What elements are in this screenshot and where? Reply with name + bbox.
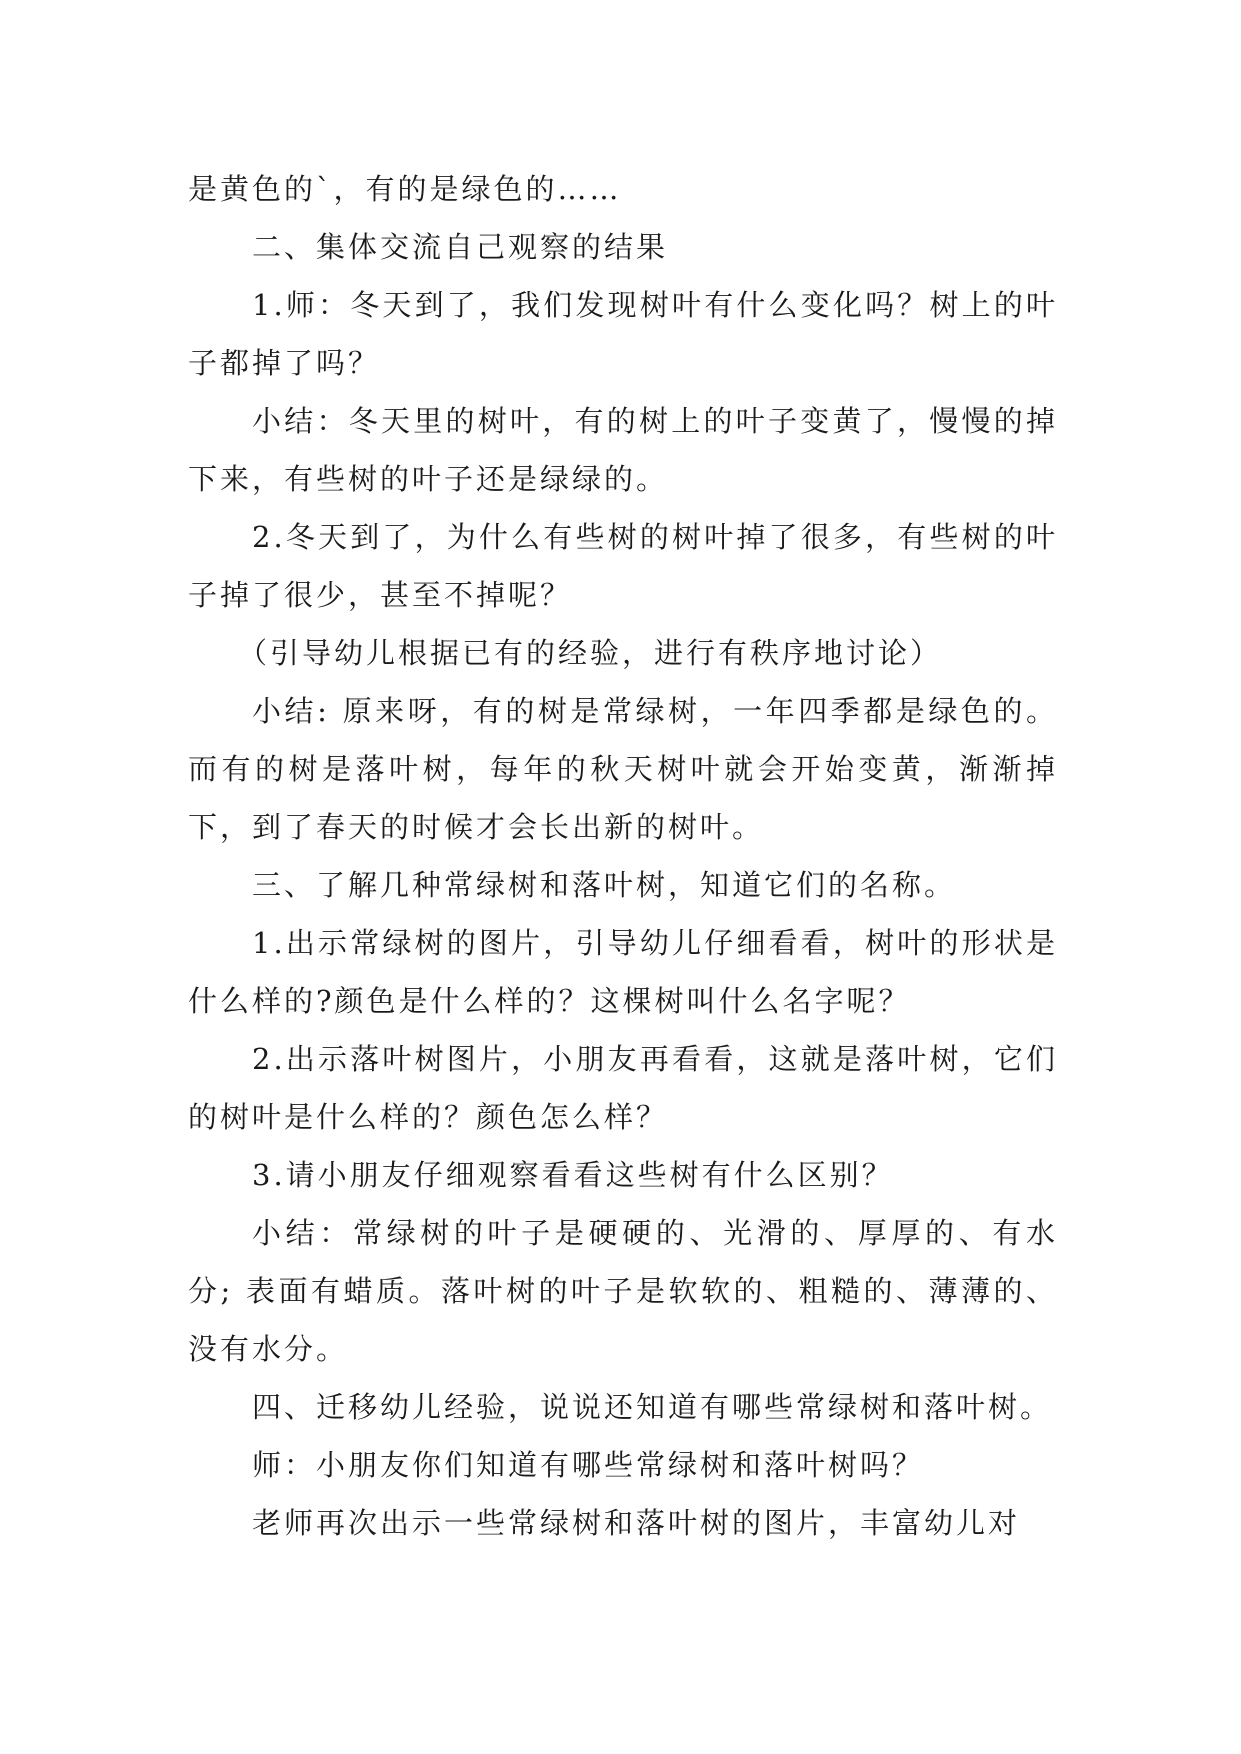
summary-paragraph: 小结：冬天里的树叶，有的树上的叶子变黄了，慢慢的掉下来，有些树的叶子还是绿绿的。 bbox=[188, 404, 1058, 496]
question-paragraph: 2.冬天到了，为什么有些树的树叶掉了很多，有些树的叶子掉了很少，甚至不掉呢？ bbox=[188, 520, 1058, 612]
question-paragraph: 1.师：冬天到了，我们发现树叶有什么变化吗？树上的叶子都掉了吗？ bbox=[188, 288, 1058, 380]
activity-paragraph: 3.请小朋友仔细观察看看这些树有什么区别？ bbox=[252, 1158, 894, 1192]
summary-paragraph: 小结：常绿树的叶子是硬硬的、光滑的、厚厚的、有水分; 表面有蜡质。落叶树的叶子是软软的、粗糙的、薄薄的、没有水分。 bbox=[188, 1216, 1058, 1366]
activity-paragraph: 1.出示常绿树的图片，引导幼儿仔细看看，树叶的形状是什么样的?颜色是什么样的？这棵树叫什么名字呢？ bbox=[188, 926, 1058, 1018]
question-paragraph: 师：小朋友你们知道有哪些常绿树和落叶树吗？ bbox=[252, 1448, 925, 1482]
document-page bbox=[188, 160, 1058, 1552]
activity-paragraph: 老师再次出示一些常绿树和落叶树的图片，丰富幼儿对 bbox=[252, 1506, 1021, 1540]
summary-paragraph: 小结: 原来呀，有的树是常绿树，一年四季都是绿色的。而有的树是落叶树，每年的秋天树叶就会开始变黄，渐渐掉下，到了春天的时候才会长出新的树叶。 bbox=[188, 694, 1058, 844]
activity-paragraph: 2.出示落叶树图片，小朋友再看看，这就是落叶树，它们的树叶是什么样的？颜色怎么样？ bbox=[188, 1042, 1058, 1134]
guidance-note: （引导幼儿根据已有的经验，进行有秩序地讨论） bbox=[238, 636, 943, 670]
paragraph-continuation: 是黄色的`，有的是绿色的…… bbox=[188, 172, 622, 206]
section-heading-2: 二、集体交流自己观察的结果 bbox=[252, 230, 669, 264]
section-heading-3: 三、了解几种常绿树和落叶树，知道它们的名称。 bbox=[252, 868, 957, 902]
section-heading-4: 四、迁移幼儿经验，说说还知道有哪些常绿树和落叶树。 bbox=[252, 1390, 1053, 1424]
